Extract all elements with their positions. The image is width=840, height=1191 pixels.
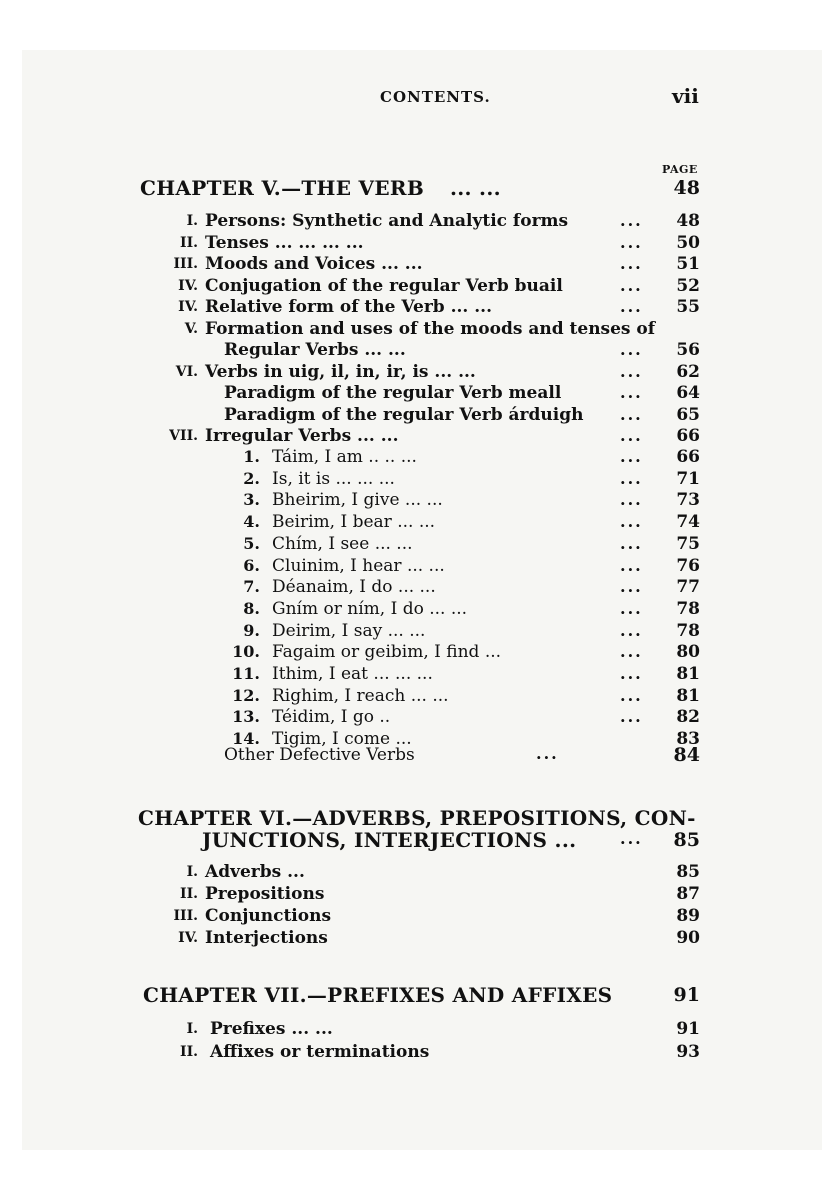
section-page: 48 <box>676 211 700 231</box>
section-title: Prefixes ... ... <box>210 1019 333 1039</box>
irregular-verb-title: Táim, I am .. .. ... <box>272 447 417 467</box>
section-title: Affixes or terminations <box>210 1042 430 1062</box>
irregular-verb-number: 4. <box>243 512 260 531</box>
irregular-verb-dots: ... <box>620 469 643 488</box>
page-column-label: PAGE <box>662 163 698 176</box>
chapter-5-leader: ... ... <box>450 176 501 200</box>
irregular-verb-title: Déanaim, I do ... ... <box>272 577 436 597</box>
section-title: Tenses ... ... ... ... <box>205 233 364 253</box>
section-number: III. <box>173 256 198 272</box>
section-dots: ... <box>620 233 643 252</box>
irregular-verb-number: 10. <box>232 642 260 661</box>
section-dots: ... <box>620 383 643 402</box>
section-title: Prepositions <box>205 884 325 904</box>
irregular-verb-page: 78 <box>676 599 700 619</box>
section-number: V. <box>184 321 198 337</box>
section-page: 55 <box>676 297 700 317</box>
irregular-verb-dots: ... <box>620 577 643 596</box>
section-title: Conjunctions <box>205 906 332 926</box>
section-page: 85 <box>676 862 700 882</box>
other-defective-verbs-dots: ... <box>536 744 559 763</box>
section-page: 66 <box>676 426 700 446</box>
section-dots: ... <box>620 362 643 381</box>
chapter-5-title: CHAPTER V.—THE VERB <box>140 176 425 200</box>
section-dots: ... <box>620 405 643 424</box>
irregular-verb-page: 81 <box>676 686 700 706</box>
irregular-verb-page: 78 <box>676 621 700 641</box>
section-title: Verbs in uig, il, in, ir, is ... ... <box>205 362 476 382</box>
section-page: 89 <box>676 906 700 926</box>
section-title: Irregular Verbs ... ... <box>205 426 399 446</box>
irregular-verb-dots: ... <box>620 490 643 509</box>
section-title: Formation and uses of the moods and tenses of <box>205 319 656 339</box>
irregular-verb-number: 5. <box>243 534 260 553</box>
section-number: II. <box>180 1044 198 1060</box>
section-title: Adverbs ... <box>205 862 305 882</box>
irregular-verb-title: Cluinim, I hear ... ... <box>272 556 445 576</box>
irregular-verb-page: 66 <box>676 447 700 467</box>
chapter-6-page: 85 <box>673 829 700 851</box>
section-page: 52 <box>676 276 700 296</box>
chapter-6-title-line-2: JUNCTIONS, INTERJECTIONS ... <box>202 828 577 852</box>
section-page: 65 <box>676 405 700 425</box>
irregular-verb-number: 9. <box>243 621 260 640</box>
irregular-verb-number: 12. <box>232 686 260 705</box>
section-number: III. <box>173 908 198 924</box>
irregular-verb-page: 71 <box>676 469 700 489</box>
irregular-verb-title: Tigim, I come ... <box>272 729 412 749</box>
section-title: Paradigm of the regular Verb árduigh <box>224 405 584 425</box>
section-page: 90 <box>676 928 700 948</box>
section-page: 51 <box>676 254 700 274</box>
irregular-verb-number: 8. <box>243 599 260 618</box>
irregular-verb-number: 14. <box>232 729 260 748</box>
irregular-verb-dots: ... <box>620 621 643 640</box>
irregular-verb-title: Ithim, I eat ... ... ... <box>272 664 433 684</box>
irregular-verb-page: 82 <box>676 707 700 727</box>
section-title: Paradigm of the regular Verb meall <box>224 383 562 403</box>
irregular-verb-page: 76 <box>676 556 700 576</box>
irregular-verb-number: 6. <box>243 556 260 575</box>
irregular-verb-number: 7. <box>243 577 260 596</box>
irregular-verb-dots: ... <box>620 664 643 683</box>
irregular-verb-title: Is, it is ... ... ... <box>272 469 395 489</box>
section-dots: ... <box>620 254 643 273</box>
section-page: 87 <box>676 884 700 904</box>
section-title: Regular Verbs ... ... <box>224 340 406 360</box>
irregular-verb-dots: ... <box>620 556 643 575</box>
section-number: II. <box>180 235 198 251</box>
section-dots: ... <box>620 340 643 359</box>
section-number: I. <box>186 213 198 229</box>
chapter-6-title-line-1: CHAPTER VI.—ADVERBS, PREPOSITIONS, CON- <box>138 806 696 830</box>
irregular-verb-title: Bheirim, I give ... ... <box>272 490 443 510</box>
section-title: Conjugation of the regular Verb buail <box>205 276 563 296</box>
irregular-verb-dots: ... <box>620 686 643 705</box>
irregular-verb-number: 3. <box>243 490 260 509</box>
section-title: Persons: Synthetic and Analytic forms <box>205 211 569 231</box>
section-page: 56 <box>676 340 700 360</box>
irregular-verb-dots: ... <box>620 512 643 531</box>
chapter-5-page: 48 <box>673 177 700 199</box>
irregular-verb-number: 13. <box>232 707 260 726</box>
section-title: Moods and Voices ... ... <box>205 254 423 274</box>
irregular-verb-page: 80 <box>676 642 700 662</box>
irregular-verb-page: 83 <box>676 729 700 749</box>
irregular-verb-title: Téidim, I go .. <box>272 707 391 727</box>
section-number: IV. <box>178 930 198 946</box>
irregular-verb-number: 11. <box>232 664 260 683</box>
section-dots: ... <box>620 211 643 230</box>
section-number: I. <box>186 1021 198 1037</box>
irregular-verb-title: Chím, I see ... ... <box>272 534 413 554</box>
irregular-verb-page: 73 <box>676 490 700 510</box>
section-dots: ... <box>620 276 643 295</box>
irregular-verb-dots: ... <box>620 707 643 726</box>
running-header-title: CONTENTS. <box>380 88 491 106</box>
irregular-verb-title: Deirim, I say ... ... <box>272 621 426 641</box>
chapter-7-title: CHAPTER VII.—PREFIXES AND AFFIXES <box>143 983 613 1007</box>
section-number: I. <box>186 864 198 880</box>
section-title: Interjections <box>205 928 328 948</box>
section-title: Relative form of the Verb ... ... <box>205 297 493 317</box>
section-number: IV. <box>178 278 198 294</box>
irregular-verb-page: 75 <box>676 534 700 554</box>
section-page: 50 <box>676 233 700 253</box>
irregular-verb-title: Righim, I reach ... ... <box>272 686 449 706</box>
section-dots: ... <box>620 297 643 316</box>
other-defective-verbs-page: 84 <box>673 744 700 766</box>
irregular-verb-dots: ... <box>620 534 643 553</box>
irregular-verb-dots: ... <box>620 599 643 618</box>
irregular-verb-page: 77 <box>676 577 700 597</box>
irregular-verb-dots: ... <box>620 447 643 466</box>
section-number: IV. <box>178 299 198 315</box>
section-page: 62 <box>676 362 700 382</box>
irregular-verb-number: 2. <box>243 469 260 488</box>
irregular-verb-page: 81 <box>676 664 700 684</box>
irregular-verb-title: Fagaim or geibim, I find ... <box>272 642 502 662</box>
irregular-verb-number: 1. <box>243 447 260 466</box>
other-defective-verbs: Other Defective Verbs <box>224 745 415 765</box>
section-page: 64 <box>676 383 700 403</box>
section-dots: ... <box>620 426 643 445</box>
section-number: II. <box>180 886 198 902</box>
section-page: 93 <box>676 1042 700 1062</box>
irregular-verb-page: 74 <box>676 512 700 532</box>
chapter-7-page: 91 <box>673 984 700 1006</box>
irregular-verb-title: Gním or ním, I do ... ... <box>272 599 468 619</box>
running-header-page-number: vii <box>672 84 699 108</box>
irregular-verb-dots: ... <box>620 642 643 661</box>
section-page: 91 <box>676 1019 700 1039</box>
irregular-verb-title: Beirim, I bear ... ... <box>272 512 436 532</box>
section-number: VI. <box>175 364 198 380</box>
section-number: VII. <box>169 428 198 444</box>
chapter-6-dots: ... <box>620 829 643 848</box>
